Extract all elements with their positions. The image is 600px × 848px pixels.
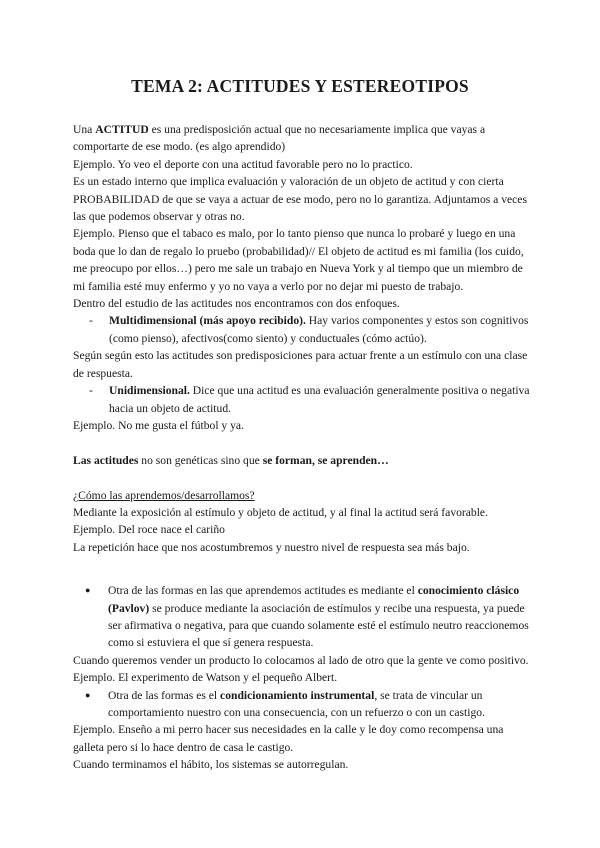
list-item-multidimensional [73, 312, 533, 347]
paragraph-example-5: Ejemplo. El experimento de Watson y el pequeño Albert. [73, 671, 338, 685]
list-item-conocimiento-clasico [73, 582, 533, 652]
bold-term-las-actitudes: Las actitudes [73, 453, 139, 467]
text-run: Otra de las formas en las que aprendemos actitudes es mediante el [108, 584, 418, 598]
paragraph-approaches: Dentro del estudio de las actitudes nos encontramos con dos enfoques. [73, 297, 400, 311]
text-run: , se trata de vincular un comportamiento nuestro con una consecuencia, con un refuerzo o con un castigo. [108, 688, 485, 719]
paragraph-segun: Según según esto las actitudes son predisposiciones para actuar frente a un estímulo con una clase de respuesta. [73, 349, 528, 380]
paragraph-exposicion: Mediante la exposición al estímulo y objeto de actitud, y al final la actitud será favorable. [73, 505, 488, 519]
list-item-unidimensional [73, 382, 533, 417]
text-run: es una predisposición actual que no necesariamente implica que vayas a comportarte de ese modo. (es algo aprendido) [73, 123, 486, 154]
text-run: no son genéticas sino que [138, 453, 263, 467]
dash-marker: - [89, 314, 93, 328]
section-question: ¿Cómo las aprendemos/desarrollamos? [73, 488, 255, 502]
paragraph-habito: Cuando terminamos el hábito, los sistemas se autorregulan. [73, 758, 349, 772]
text-run: Una [73, 123, 96, 136]
list-item-text [109, 382, 533, 417]
page-title: TEMA 2: ACTITUDES Y ESTEREOTIPOS [131, 76, 469, 96]
bold-term-unidimensional: Unidimensional. [109, 384, 190, 398]
list-item-condicionamiento-instrumental [73, 687, 533, 722]
spacer [73, 469, 533, 486]
list-item-text [108, 582, 533, 652]
text-run: se produce mediante la asociación de estímulos y recibe una respuesta, ya puede ser afirmativa o negativa, para que cuando solamente esté el estímulo neutro reaccionemos como si estuviera el que sí genera respuesta. [108, 601, 529, 650]
paragraph-example-2: Ejemplo. Pienso que el tabaco es malo, por lo tanto pienso que nunca lo probaré y luego en una boda que lo dan de regalo lo pruebo (probabilidad)// El objeto de actitud es mi familia (los cuido, me preocupo por ellos…) pero me sale un trabajo en Nueva York y al tiempo que un miembro de mi familia esté muy enfermo y yo no vaya a verlo por no dejar mi puesto de trabajo. [73, 227, 524, 293]
bullet-marker: ● [85, 585, 91, 596]
spacer [73, 434, 533, 451]
paragraph-vender-producto: Cuando queremos vender un producto lo colocamos al lado de otro que la gente ve como positivo. [73, 653, 529, 667]
paragraph-actitudes-aprenden [73, 452, 533, 469]
paragraph-repeticion: La repetición hace que nos acostumbremos y nuestro nivel de respuesta sea más bajo. [73, 540, 470, 554]
list-item-text [109, 312, 533, 347]
paragraph-example-6: Ejemplo. Enseño a mi perro hacer sus necesidades en la calle y le doy como recompensa una galleta pero si lo hace dentro de casa le castigo. [73, 723, 504, 754]
paragraph-example-1: Ejemplo. Yo veo el deporte con una actitud favorable pero no lo practico. [73, 157, 413, 171]
bold-term-condicionamiento-instrumental: condicionamiento instrumental [220, 688, 375, 702]
bold-term-multidimensional: Multidimensional (más apoyo recibido). [109, 314, 306, 328]
paragraph-example-3: Ejemplo. No me gusta el fútbol y ya. [73, 418, 244, 432]
bold-term-conocimiento-clasico: conocimiento clásico (Pavlov) [108, 584, 520, 615]
text-run: Otra de las formas es el [108, 688, 221, 702]
dash-marker: - [89, 384, 93, 398]
text-run: Dice que una actitud es una evaluación generalmente positiva o negativa hacia un objeto de actitud. [109, 384, 530, 415]
text-run: Hay varios componentes y estos son cognitivos (como pienso), afectivos(como siento) y conductuales (cómo actúo). [109, 314, 529, 345]
list-item-text [108, 687, 533, 722]
bold-term-actitud: ACTITUD [95, 123, 149, 136]
paragraph-actitud-definition [73, 121, 533, 156]
paragraph-internal-state: Es un estado interno que implica evaluación y valoración de un objeto de actitud y con cierta PROBABILIDAD de que se vaya a actuar de ese modo, pero no lo garantiza. Adjuntamos a veces las que podemos observar y otras no. [73, 175, 527, 224]
bullet-marker: ● [85, 689, 91, 700]
document-body [73, 121, 533, 774]
spacer [73, 556, 533, 582]
bold-term-se-forman: se forman, se aprenden… [262, 453, 389, 467]
paragraph-example-4: Ejemplo. Del roce nace el cariño [73, 523, 225, 537]
